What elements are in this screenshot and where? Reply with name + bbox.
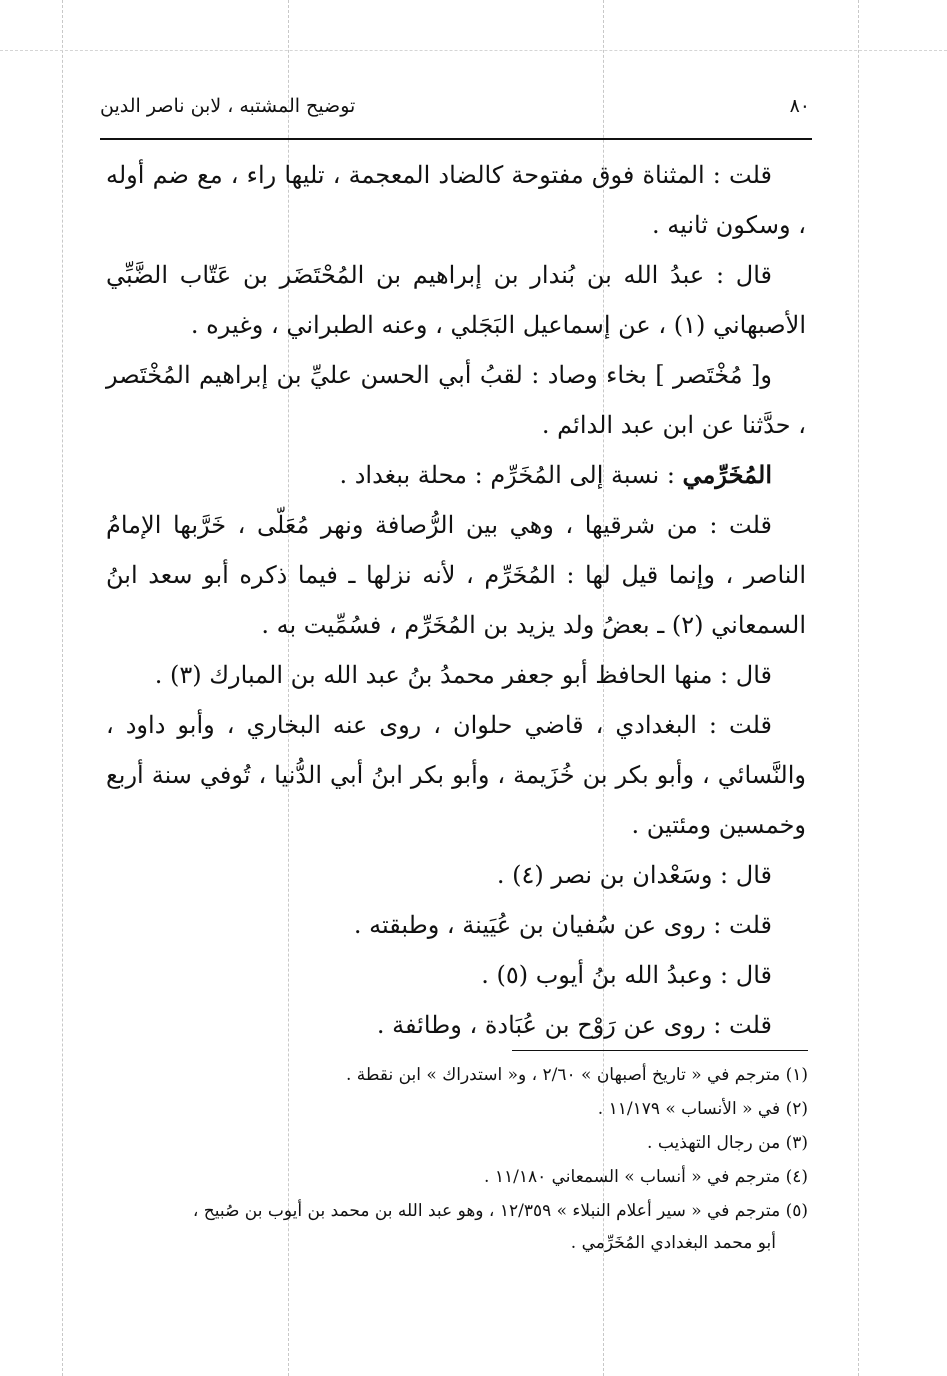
running-title: توضيح المشتبه ، لابن ناصر الدين [100, 95, 356, 117]
running-header [100, 88, 810, 124]
header-rule [100, 138, 812, 140]
footnote: (٢) في « الأنساب » ١١/١٧٩ . [597, 1099, 808, 1119]
paragraph: قلت : البغدادي ، قاضي حلوان ، روى عنه البخاري ، وأبو داود ، والنَّسائي ، وأبو بكر بن خُزَيمة ، وأبو بكر ابنُ أبي الدُّنيا ، تُوفي سنة أربع وخمسين ومئتين . [106, 711, 806, 839]
footnote-continuation: أبو محمد البغدادي المُخَرِّمي . [570, 1233, 776, 1253]
paragraph-entry [106, 450, 806, 500]
scan-guide-line [62, 0, 63, 1376]
footnote: (٣) من رجال التهذيب . [647, 1133, 808, 1153]
paragraph: قلت : روى عن سُفيان بن عُيَينة ، وطبقته . [353, 911, 772, 939]
footnote: (٥) مترجم في « سير أعلام النبلاء » ١٢/٣٥٩ ، وهو عبد الله بن محمد بن أيوب بن صُبيح ، [192, 1201, 808, 1221]
footnotes [106, 1058, 808, 1258]
entry-definition: : نسبة إلى المُخَرِّم : محلة ببغداد . [339, 461, 683, 489]
page-number: ٨٠ [789, 95, 810, 117]
paragraph: و[ مُخْتَصر ] بخاء وصاد : لقبُ أبي الحسن عليِّ بن إبراهيم المُخْتَصر ، حدَّثنا عن ابن عبد الدائم . [106, 361, 806, 439]
paragraph: قلت : روى عن رَوْح بن عُبَادة ، وطائفة . [376, 1011, 772, 1039]
main-text [106, 150, 806, 1050]
footnote-separator [512, 1050, 808, 1051]
paragraph: قلت : المثناة فوق مفتوحة كالضاد المعجمة ، تليها راء ، مع ضم أوله ، وسكون ثانيه . [106, 161, 806, 239]
paragraph: قال : وسَعْدان بن نصر (٤) . [496, 861, 772, 889]
paragraph: قال : منها الحافظ أبو جعفر محمدُ بنُ عبد الله بن المبارك (٣) . [154, 661, 772, 689]
footnote: (٤) مترجم في « أنساب » السمعاني ١١/١٨٠ . [484, 1167, 808, 1187]
scan-guide-line [858, 0, 859, 1376]
paragraph: قلت : من شرقيها ، وهي بين الرُّصافة ونهر مُعَلّى ، خَرَّبها الإمامُ الناصر ، وإنما قيل لها : المُخَرِّم ، لأنه نزلها ـ فيما ذكره أبو سعد ابنُ السمعاني (٢) ـ بعضُ ولد يزيد بن المُخَرِّم ، فسُمِّيت به . [106, 511, 806, 639]
entry-headword: المُخَرِّمي [682, 460, 772, 489]
paragraph: قال : وعبدُ الله بنُ أيوب (٥) . [481, 961, 772, 989]
scan-guide-line [0, 50, 947, 51]
footnote: (١) مترجم في « تاريخ أصبهان » ٢/٦٠ ، و« استدراك » ابن نقطة . [346, 1065, 808, 1085]
paragraph: قال : عبدُ الله بن بُندار بن إبراهيم بن المُحْتَضَر بن عَتّاب الضَّبِّي الأصبهاني (١) ، عن إسماعيل البَجَلي ، وعنه الطبراني ، وغيره . [106, 261, 806, 339]
